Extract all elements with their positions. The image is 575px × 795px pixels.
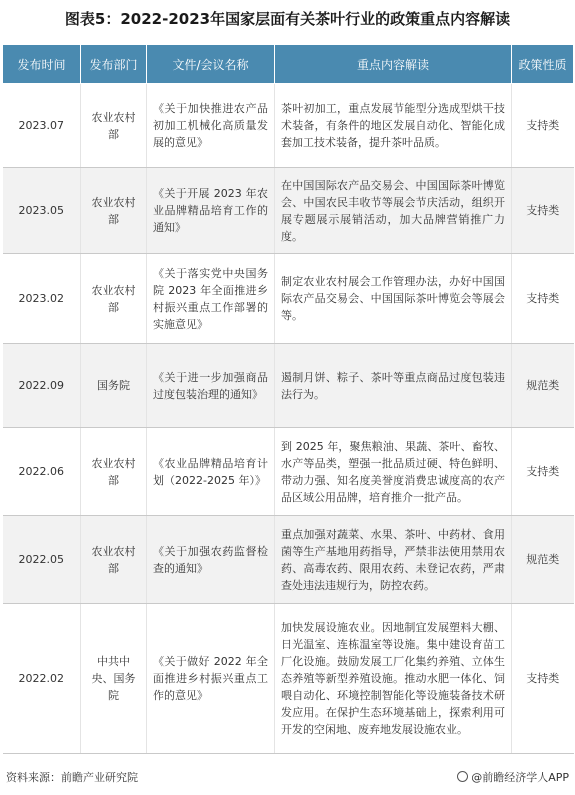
cell-nature: 支持类 [512, 428, 574, 516]
cell-dept: 中共中央、国务院 [81, 604, 147, 754]
header-content: 重点内容解读 [275, 45, 512, 84]
table-row [3, 604, 574, 754]
cell-dept: 农业农村部 [81, 516, 147, 604]
cell-content: 在中国国际农产品交易会、中国国际茶叶博览会、中国农民丰收节等展会节庆活动，组织开展专题展示展销活动，加大品牌营销推广力度。 [275, 168, 512, 254]
table-row [3, 344, 574, 428]
cell-nature: 规范类 [512, 516, 574, 604]
cell-date: 2022.06 [3, 428, 81, 516]
table-row [3, 516, 574, 604]
brand-credit [457, 769, 569, 785]
cell-nature: 规范类 [512, 344, 574, 428]
cell-file: 《关于开展 2023 年农业品牌精品培育工作的通知》 [147, 168, 275, 254]
page-title: 图表5：2022-2023年国家层面有关茶叶行业的政策重点内容解读 [64, 10, 511, 28]
cell-file: 《关于加快推进农产品初加工机械化高质量发展的意见》 [147, 84, 275, 168]
cell-content: 加快发展设施农业。因地制宜发展塑料大棚、日光温室、连栋温室等设施。集中建设育苗工厂化设施。鼓励发展工厂化集约养殖、立体生态养殖等新型养殖设施。推动水肥一体化、饲喂自动化、环境控制智能化等设施装备技术研发应用。在保护生态环境基础上，探索利用可开发的空闲地、废弃地发展设施农业。 [275, 604, 512, 754]
header-nature: 政策性质 [512, 45, 574, 84]
policy-table [2, 44, 574, 754]
table-row [3, 168, 574, 254]
cell-date: 2023.07 [3, 84, 81, 168]
header-file: 文件/会议名称 [147, 45, 275, 84]
cell-dept: 农业农村部 [81, 254, 147, 344]
cell-content: 茶叶初加工，重点发展节能型分选成型烘干技术装备，有条件的地区发展自动化、智能化成套加工技术装备，提升茶叶品质。 [275, 84, 512, 168]
brand-label: @前瞻经济学人APP [471, 771, 569, 784]
cell-nature: 支持类 [512, 254, 574, 344]
source-note: 资料来源：前瞻产业研究院 [6, 771, 138, 784]
cell-nature: 支持类 [512, 604, 574, 754]
cell-dept: 农业农村部 [81, 168, 147, 254]
cell-content: 到 2025 年，聚焦粮油、果蔬、茶叶、畜牧、水产等品类，塑强一批品质过硬、特色鲜明、带动力强、知名度美誉度消费忠诚度高的农产品区域公用品牌，培育推介一批产品。 [275, 428, 512, 516]
cell-file: 《关于做好 2022 年全面推进乡村振兴重点工作的意见》 [147, 604, 275, 754]
cell-nature: 支持类 [512, 168, 574, 254]
cell-nature: 支持类 [512, 84, 574, 168]
cell-dept: 国务院 [81, 344, 147, 428]
table-row [3, 84, 574, 168]
cell-date: 2022.02 [3, 604, 81, 754]
header-date: 发布时间 [3, 45, 81, 84]
cell-file: 《农业品牌精品培育计划（2022-2025 年）》 [147, 428, 275, 516]
cell-date: 2023.05 [3, 168, 81, 254]
cell-content: 遏制月饼、粽子、茶叶等重点商品过度包装违法行为。 [275, 344, 512, 428]
qianzhan-logo-icon [457, 771, 468, 782]
cell-file: 《关于落实党中央国务院 2023 年全面推进乡村振兴重点工作部署的实施意见》 [147, 254, 275, 344]
table-row [3, 254, 574, 344]
cell-date: 2023.02 [3, 254, 81, 344]
cell-date: 2022.09 [3, 344, 81, 428]
cell-dept: 农业农村部 [81, 428, 147, 516]
header-dept: 发布部门 [81, 45, 147, 84]
cell-file: 《关于加强农药监督检查的通知》 [147, 516, 275, 604]
table-header-row [3, 45, 574, 84]
cell-file: 《关于进一步加强商品过度包装治理的通知》 [147, 344, 275, 428]
cell-date: 2022.05 [3, 516, 81, 604]
cell-content: 重点加强对蔬菜、水果、茶叶、中药材、食用菌等生产基地用药指导，严禁非法使用禁用农药、高毒农药、限用农药、未登记农药，严肃查处违法违规行为，防控农药。 [275, 516, 512, 604]
table-row [3, 428, 574, 516]
cell-dept: 农业农村部 [81, 84, 147, 168]
cell-content: 制定农业农村展会工作管理办法，办好中国国际农产品交易会、中国国际茶叶博览会等展会等。 [275, 254, 512, 344]
